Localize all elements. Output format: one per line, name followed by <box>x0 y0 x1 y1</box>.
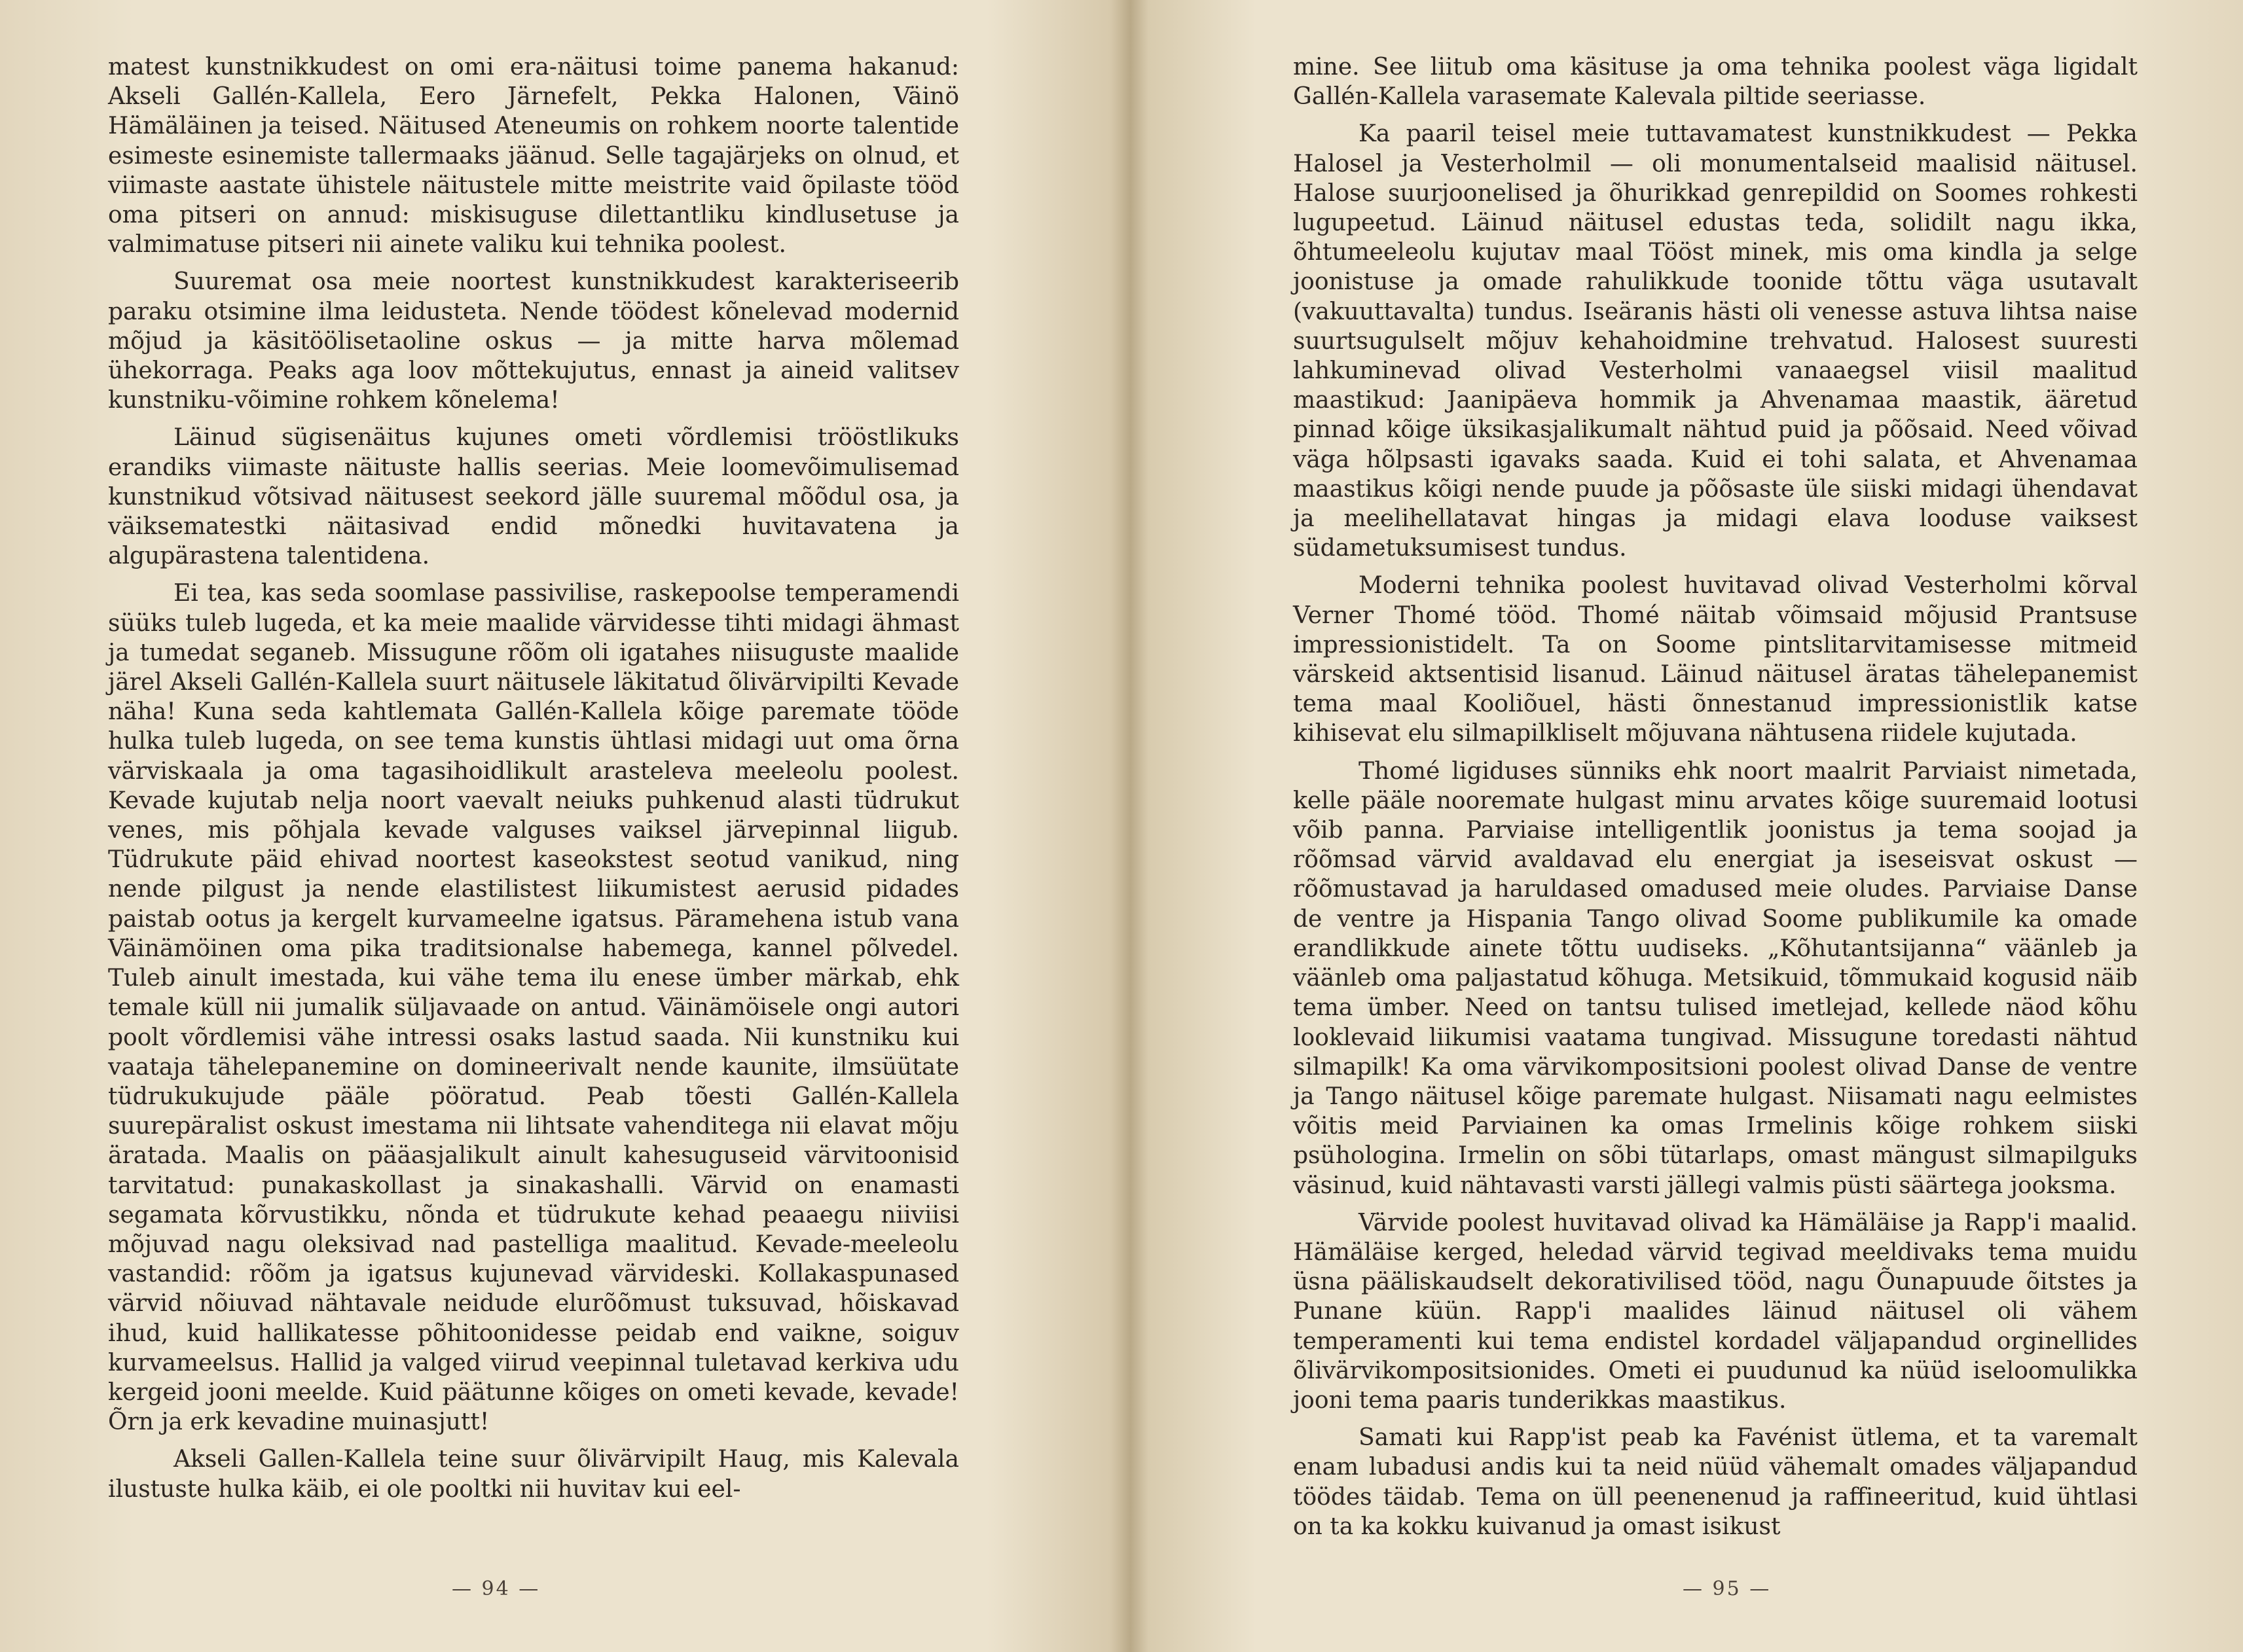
paragraph: Ka paaril teisel meie tuttavamatest kunstnikkudest — Pekka Halosel ja Vesterholmil — oli monumentalseid maalisid näitusel. Halose suurjoonelised ja õhurikkad genrepildid on Soomes rohkesti lugupeetud. Läinud näitusel edustas teda, solidilt nagu ikka, õhtumeeleolu kujutav maal Tööst minek, mis oma kindla ja selge joonistuse ja omade rahulikkude toonide tõttu väga usutavalt (vakuuttavalta) tundus. Iseäranis hästi oli venesse astuva lihtsa naise suurtsugulselt mõjuv kehahoidmine trehvatud. Halosest suuresti lahkuminevad olivad Vesterholmi vanaaegsel viisil maalitud maastikud: Jaanipäeva hommik ja Ahvenamaa maastik, ääretud pinnad kõige üksikasjalikumalt nähtud puid ja põõsaid. Need võivad väga hõlpsasti igavaks saada. Kuid ei tohi salata, et Ahvenamaa maastikus kõigi nende puude ja põõsaste üle siiski midagi ühendavat ja meelihellatavat hingas ja midagi elava looduse vaiksest südametuksumisest tundus. <box>1293 120 2138 562</box>
paragraph: Thomé ligiduses sünniks ehk noort maalrit Parviaist nimetada, kelle pääle nooremate hulgast minu arvates kõige suuremaid lootusi võib panna. Parviaise intelligentlik joonistus ja tema soojad ja rõõmsad värvid avaldavad elu energiat ja iseseisvat oskust — rõõmustavad ja haruldased omadused meie oludes. Parviaise Danse de ventre ja Hispania Tango olivad Soome publikumile ka omade erandlikkude ainete tõttu uudiseks. „Kõhutantsijanna“ väänleb ja väänleb oma paljastatud kõhuga. Metsikuid, tõmmukaid kogusid näib tema ümber. Need on tantsu tulised imetlejad, kellede näod kõhu looklevaid liikumisi vaatama tungivad. Missugune toredasti nähtud silmapilk! Ka oma värvikompositsioni poolest olivad Danse de ventre ja Tango näitusel kõige paremate hulgast. Niisamati nagu eelmistes võitis meid Parviainen ka omas Irmelinis kõige rohkem siiski psühologina. Irmelin on sõbi tütarlaps, omast mängust silmapilguks väsinud, kuid nähtavasti varsti jällegi valmis püsti säärtega jooksma. <box>1293 757 2138 1199</box>
paragraph: matest kunstnikkudest on omi era-näitusi toime panema hakanud: Akseli Gallén-Kallela, Eero Järnefelt, Pekka Halonen, Väinö Hämäläinen ja teised. Näitused Ateneumis on rohkem noorte talentide esimeste esinemiste tallermaaks jäänud. Selle tagajärjeks on olnud, et viimaste aastate ühistele näitustele mitte meistrite vaid õpilaste tööd oma pitseri on annud: miskisuguse dilettantliku kindlusetuse ja valmimatuse pitseri nii ainete valiku kui tehnika poolest. <box>108 54 959 259</box>
paragraph: Värvide poolest huvitavad olivad ka Hämäläise ja Rapp'i maalid. Hämäläise kerged, heledad värvid tegivad meeldivaks tema muidu üsna pääliskaudselt dekorativilised tööd, nagu Õunapuude õitstes ja Punane küün. Rapp'i maalides läinud näitusel oli vähem temperamenti kui tema endistel kordadel väljapandud orginellides õlivärvikompositsionides. Ometi ei puudunud ka nüüd iseloomulikka jooni tema paaris tunderikkas maastikus. <box>1293 1209 2138 1414</box>
paragraph: Ei tea, kas seda soomlase passivilise, raskepoolse temperamendi süüks tuleb lugeda, et ka meie maalide värvidesse tihti midagi ähmast ja tumedat seganeb. Missugune rõõm oli igatahes niisuguste maalide järel Akseli Gallén-Kallela suurt näitusele läkitatud õlivärvipilti Kevade näha! Kuna seda kahtlemata Gallén-Kallela kõige paremate tööde hulka tuleb lugeda, on see tema kunstis ühtlasi midagi uut oma õrna värviskaala ja oma tagasihoidlikult arasteleva meeleolu poolest. Kevade kujutab nelja noort vaevalt neiuks puhkenud alasti tüdrukut venes, mis põhjala kevade valguses vaiksel järvepinnal liigub. Tüdrukute päid ehivad noortest kaseokstest seotud vanikud, ning nende pilgust ja nende elastilistest liikumistest aerusid pidades paistab ootus ja kergelt kurvameelne igatsus. Päramehena istub vana Väinämöinen oma pika traditsionalse habemega, kannel põlvedel. Tuleb ainult imestada, kui vähe tema ilu enese ümber märkab, ehk temale küll nii jumalik süljavaade on antud. Väinämöisele ongi autori poolt võrdlemisi vähe intressi osaks lastud saada. Nii kunstniku kui vaataja tähelepanemine on domineerivalt nende kaunite, ilmsüütate tüdrukukujude pääle pööratud. Peab tõesti Gallén-Kallela suurepäralist oskust imestama nii lihtsate vahenditega nii elavat mõju äratada. Maalis on pääasjalikult ainult kahesuguseid värvitoonisid tarvitatud: punakaskollast ja sinakashalli. Värvid on enamasti segamata kõrvustikku, nõnda et tüdrukute kehad peaaegu niiviisi mõjuvad nagu oleksivad nad pastelliga maalitud. Kevade-meeleolu vastandid: rõõm ja igatsus kujunevad värvideski. Kollakaspunased värvid nõiuvad nähtavale neidude elurõõmust tuksuvad, hõiskavad ihud, kuid hallikatesse põhitoonidesse peidab end vaikne, soiguv kurvameelsus. Hallid ja valged viirud veepinnal tuletavad kerkiva udu kergeid jooni meelde. Kuid päätunne kõiges on ometi kevade, kevade! Õrn ja erk kevadine muinasjutt! <box>108 580 959 1436</box>
paragraph: Suuremat osa meie noortest kunstnikkudest karakteriseerib paraku otsimine ilma leidusteta. Nende töödest kõnelevad modernid mõjud ja käsitöölisetaoline oskus — ja mitte harva mõlemad ühekorraga. Peaks aga loov mõttekujutus, ennast ja aineid valitsev kunstniku-võimine rohkem kõnelema! <box>108 268 959 414</box>
left-page <box>108 52 959 1623</box>
page-number: — 95 — <box>1683 1577 1772 1600</box>
paragraph: Akseli Gallen-Kallela teine suur õlivärvipilt Haug, mis Kalevala ilustuste hulka käib, ei ole pooltki nii huvitav kui eel- <box>108 1446 959 1503</box>
right-page <box>1293 52 2138 1623</box>
paragraph: Moderni tehnika poolest huvitavad olivad Vesterholmi kõrval Verner Thomé tööd. Thomé näitab võimsaid mõjusid Prantsuse impressionistidelt. Ta on Soome pintslitarvitamisesse mitmeid värskeid aktsentisid lisanud. Läinud näitusel äratas tähelepanemist tema maal Kooliõuel, hästi õnnestanud impressionistlik katse kihisevat elu silmapilkliselt mõjuvana nähtusena riidele kujutada. <box>1293 572 2138 747</box>
page-number: — 94 — <box>452 1577 541 1600</box>
paragraph: Läinud sügisenäitus kujunes ometi võrdlemisi trööstlikuks erandiks viimaste näituste hallis seerias. Meie loomevõimulisemad kunstnikud võtsivad näitusest seekord jälle suuremal mõõdul osa, ja väiksematestki näitasivad endid mõnedki huvitavatena ja algupärastena talentidena. <box>108 424 959 570</box>
paragraph: mine. See liitub oma käsituse ja oma tehnika poolest väga ligidalt Gallén-Kallela varasemate Kalevala piltide seeriasse. <box>1293 54 2138 111</box>
paragraph: Samati kui Rapp'ist peab ka Favénist ütlema, et ta varemalt enam lubadusi andis kui ta neid nüüd vähemalt omades väljapandud töödes täidab. Tema on üll peenenenud ja raffineeritud, kuid ühtlasi on ta ka kokku kuivanud ja omast isikust <box>1293 1424 2138 1540</box>
